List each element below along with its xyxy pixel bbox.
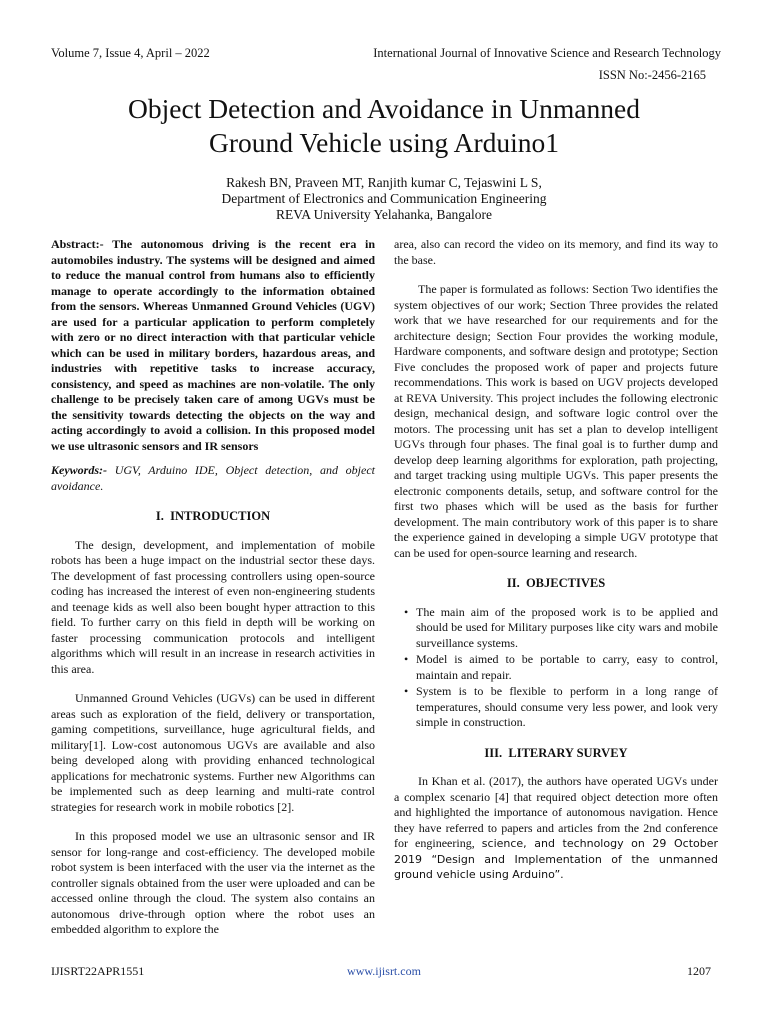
survey-text: In Khan et al. (2017), the authors have operated UGVs under a complex scenario [4] that required object detection more often and highlighted the importance of autonomous navigation. Hence they have referred to papers and articles from the 2nd conference for engineering, <box>394 774 718 850</box>
section-heading-objectives: II. OBJECTIVES <box>506 576 606 590</box>
header-journal: International Journal of Innovative Science and Research Technology <box>373 46 721 60</box>
footer-page-number: 1207 <box>687 964 711 978</box>
author-university: REVA University Yelahanka, Bangalore <box>275 207 493 222</box>
left-column <box>51 237 375 952</box>
list-item: • The main aim of the proposed work is to be applied and should be used for Military purposes like city wars and mobile surveillance systems. <box>394 605 718 652</box>
abstract: Abstract:- The autonomous driving is the recent era in automobiles industry. The systems will be designed and aimed to reduce the manual control from humans also to efficiently manage to operate accordingly to the information obtained from the sensors. Whereas Unmanned Ground Vehicles (UGV) are used for a particular application to perform completely with zero or no direct interaction with that particular vehicle which can be used in military borders, hazardous areas, and industries with repetitive tasks to increase accuracy, consistency, and speed as machines are non-volatile. The only challenge to be precisely taken care of among UGVs must be the sensitivity towards detecting the objects on the way and acting accordingly to avoid a collision. In this proposed model we use ultrasonic sensors and IR sensors <box>51 237 375 453</box>
survey-text-sans: science, and technology on 29 October 2019 “Design and Implementation of the unmanned ground vehicle using Arduino”. <box>394 837 719 881</box>
header-issn: ISSN No:-2456-2165 <box>598 68 706 82</box>
footer-paper-id: IJISRT22APR1551 <box>51 964 145 978</box>
authors-block <box>40 175 728 223</box>
objectives-list <box>394 605 718 731</box>
intro-paragraph-2: Unmanned Ground Vehicles (UGVs) can be used in different areas such as exploration of the field, delivery or transportation, gaming competitions, surveillance, huge agricultural fields, and military[1]. Low-cost autonomous UGVs are available and also being developed along with providing enhanced technological applications for mechatronic systems. Further new Algorithms can be implemented such as deep learning and multi-rate control strategies for research work in mobile robotics [2]. <box>51 691 375 814</box>
continued-paragraph: area, also can record the video on its memory, and find its way to the base. <box>394 237 718 267</box>
keywords <box>51 463 375 494</box>
header-volume: Volume 7, Issue 4, April – 2022 <box>51 46 210 60</box>
footer-website-link[interactable]: www.ijisrt.com <box>347 964 421 978</box>
survey-paragraph <box>394 774 718 883</box>
author-department: Department of Electronics and Communication Engineering <box>221 191 547 206</box>
section-heading-literary-survey: III. LITERARY SURVEY <box>484 745 628 760</box>
list-item: • System is to be flexible to perform in a long range of temperatures, should consume very less power, and look very simple in construction. <box>394 684 718 731</box>
intro-paragraph-3: In this proposed model we use an ultrasonic sensor and IR sensor for long-range and cost-efficiency. The developed mobile robot system is been interfaced with the user via the internet as the controller signals obtained from the user were uploaded and can be accessed online through the cloud. The system also contains an autonomous drive-through option where the robot uses an embedded algorithm to explore the <box>51 829 375 936</box>
right-column <box>394 237 718 897</box>
keywords-label: Keywords:- <box>51 463 107 477</box>
title-line-2: Ground Vehicle using Arduino1 <box>208 127 560 158</box>
paper-title <box>40 92 728 160</box>
title-line-1: Object Detection and Avoidance in Unmanned <box>128 93 640 124</box>
section-heading-introduction: I. INTRODUCTION <box>155 509 271 523</box>
list-item: • Model is aimed to be portable to carry, easy to control, maintain and repair. <box>394 652 718 683</box>
author-names: Rakesh BN, Praveen MT, Ranjith kumar C, Tejaswini L S, <box>226 175 542 190</box>
paper-outline-paragraph: The paper is formulated as follows: Section Two identifies the system objectives of our work; Section Three provides the related work that we have researched for our requirements and for the architecture design; Section Four provides the working module, Hardware components, and software design and prototype; Section Five concludes the proposed work of paper and projects future recommendations. This work is based on UGV projects developed at REVA University. This project includes the following electronic design, mechanical design, and software logic control over the motors. The processing unit has set a plan to develop intelligent UGVs through four phases. The final goal is to further dump and develop deep learning algorithms for exploration, path projecting, and target tracking using multiple UGVs. This paper presents the electronic components details, setup, and software control for the first two phases which will be used as the basis for further development. The main contributory work of this paper is to share the experience gained in developing a simple UGV prototype that can be used for open-source learning and research. <box>394 282 718 560</box>
intro-paragraph-1: The design, development, and implementation of mobile robots has been a huge impact on the industrial sector these days. The development of fast processing controllers using open-source coding has increased the interest of even non-engineering students and teenage kids as well also been bought hyper attraction to this field. To further carry on this field in depth will be working on faster processing communication protocols and intelligent algorithms which will result in an increase in research activities in this area. <box>51 537 375 676</box>
keywords-text: UGV, Arduino IDE, Object detection, and object avoidance. <box>51 463 375 493</box>
